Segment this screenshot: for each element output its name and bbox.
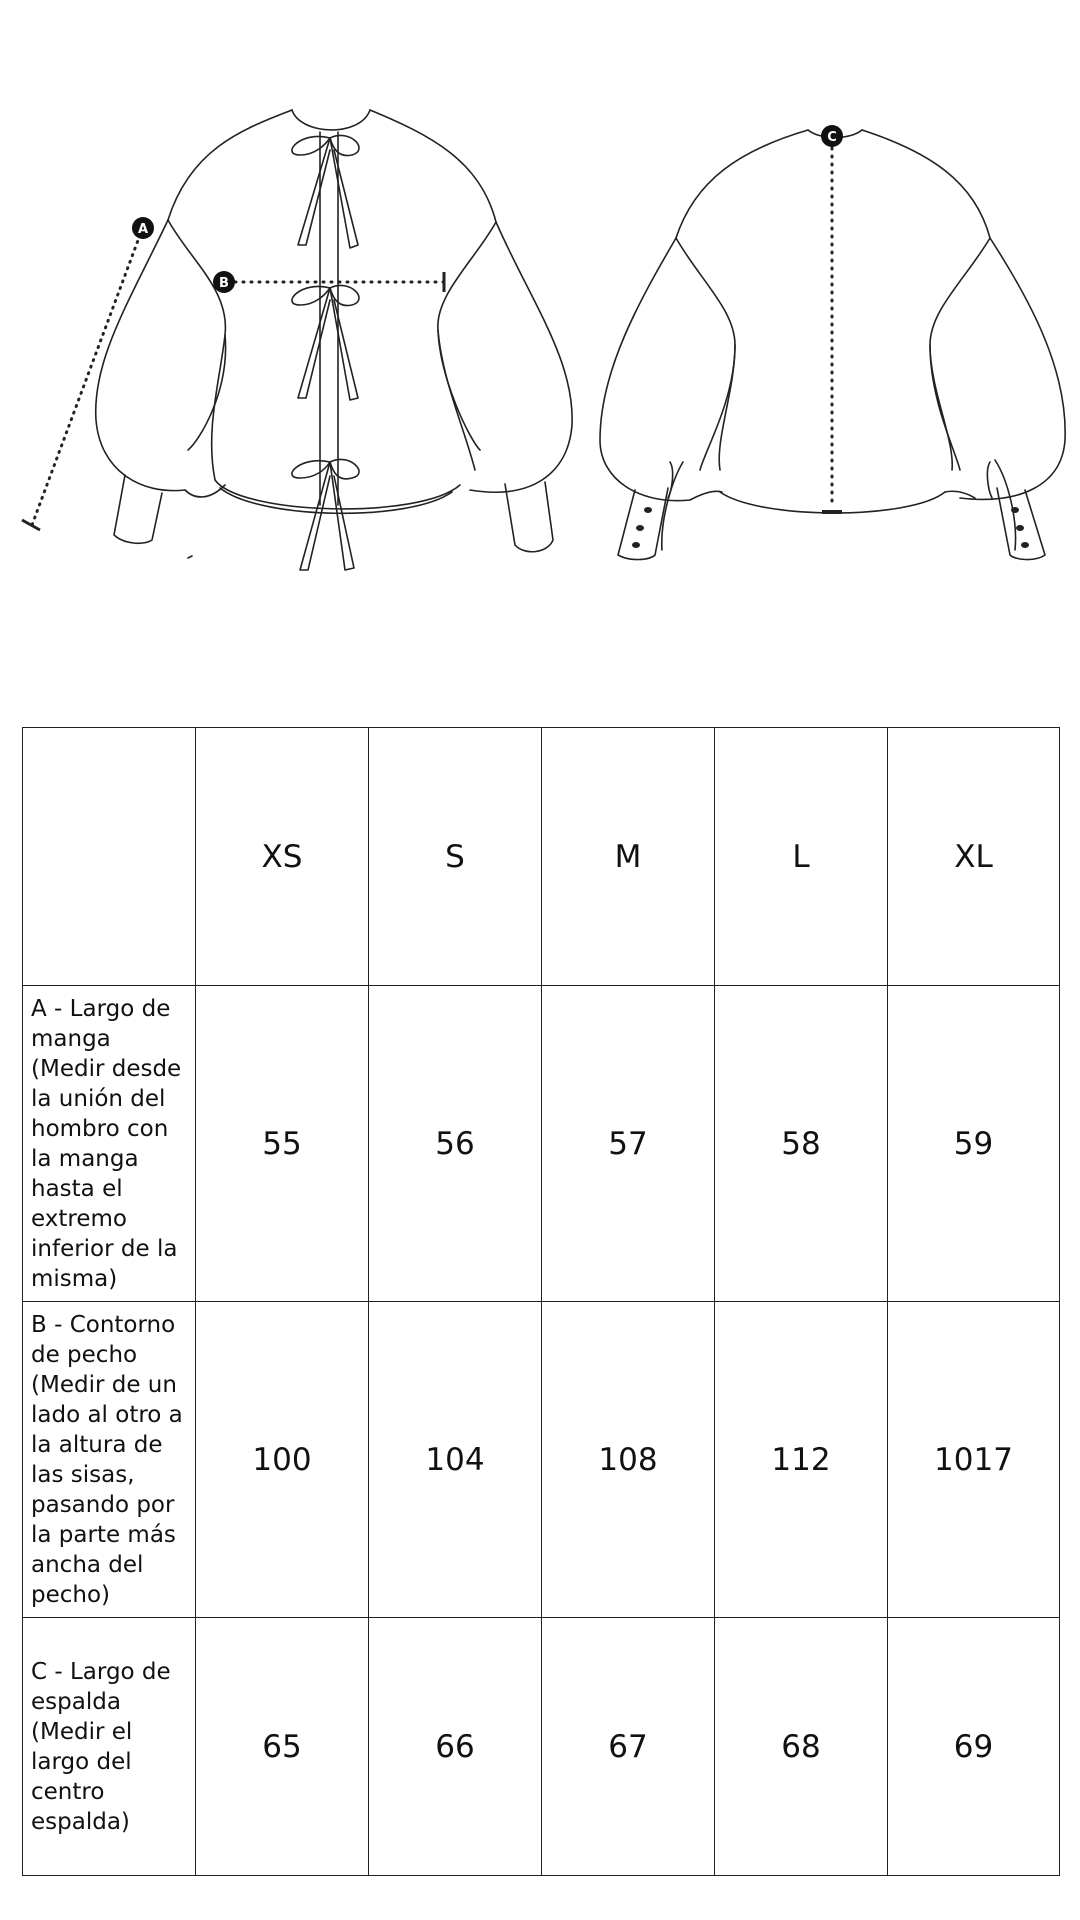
row-label-sleeve-length: A - Largo de manga (Medir desde la unión del hombro con la manga hasta el extremo inferior de la misma) <box>23 986 196 1302</box>
table-cell: 104 <box>369 1302 542 1618</box>
table-cell: 1017 <box>888 1302 1060 1618</box>
table-cell: 55 <box>196 986 369 1302</box>
measure-line-b <box>235 272 444 292</box>
table-cell: 57 <box>542 986 715 1302</box>
marker-b-label: B <box>219 276 229 291</box>
size-header-m: M <box>542 728 715 986</box>
table-header-row <box>23 728 1060 986</box>
table-row-chest <box>23 1302 1060 1618</box>
size-header-xl: XL <box>888 728 1060 986</box>
table-cell: 56 <box>369 986 542 1302</box>
table-cell: 65 <box>196 1618 369 1876</box>
row-label-back-length: C - Largo de espalda (Medir el largo del centro espalda) <box>23 1618 196 1876</box>
measure-line-c <box>822 148 842 512</box>
size-header-l: L <box>715 728 888 986</box>
table-cell: 58 <box>715 986 888 1302</box>
table-cell: 68 <box>715 1618 888 1876</box>
table-cell: 59 <box>888 986 1060 1302</box>
table-cell: 112 <box>715 1302 888 1618</box>
table-row-back-length <box>23 1618 1060 1876</box>
marker-c-label: C <box>827 130 837 145</box>
marker-b <box>213 271 235 293</box>
table-row-sleeve-length <box>23 986 1060 1302</box>
table-cell: 69 <box>888 1618 1060 1876</box>
table-cell: 100 <box>196 1302 369 1618</box>
row-label-chest: B - Contorno de pecho (Medir de un lado al otro a la altura de las sisas, pasando por la parte más ancha del pecho) <box>23 1302 196 1618</box>
size-header-xs: XS <box>196 728 369 986</box>
front-view-drawing <box>96 110 572 570</box>
size-header-s: S <box>369 728 542 986</box>
table-cell: 66 <box>369 1618 542 1876</box>
marker-a <box>132 217 154 239</box>
header-empty-cell <box>23 728 196 986</box>
marker-a-label: A <box>137 222 149 237</box>
marker-c <box>821 125 843 147</box>
back-view-drawing <box>600 130 1065 560</box>
garment-illustration <box>0 0 1080 600</box>
size-table <box>22 727 1060 1876</box>
table-cell: 108 <box>542 1302 715 1618</box>
table-cell: 67 <box>542 1618 715 1876</box>
